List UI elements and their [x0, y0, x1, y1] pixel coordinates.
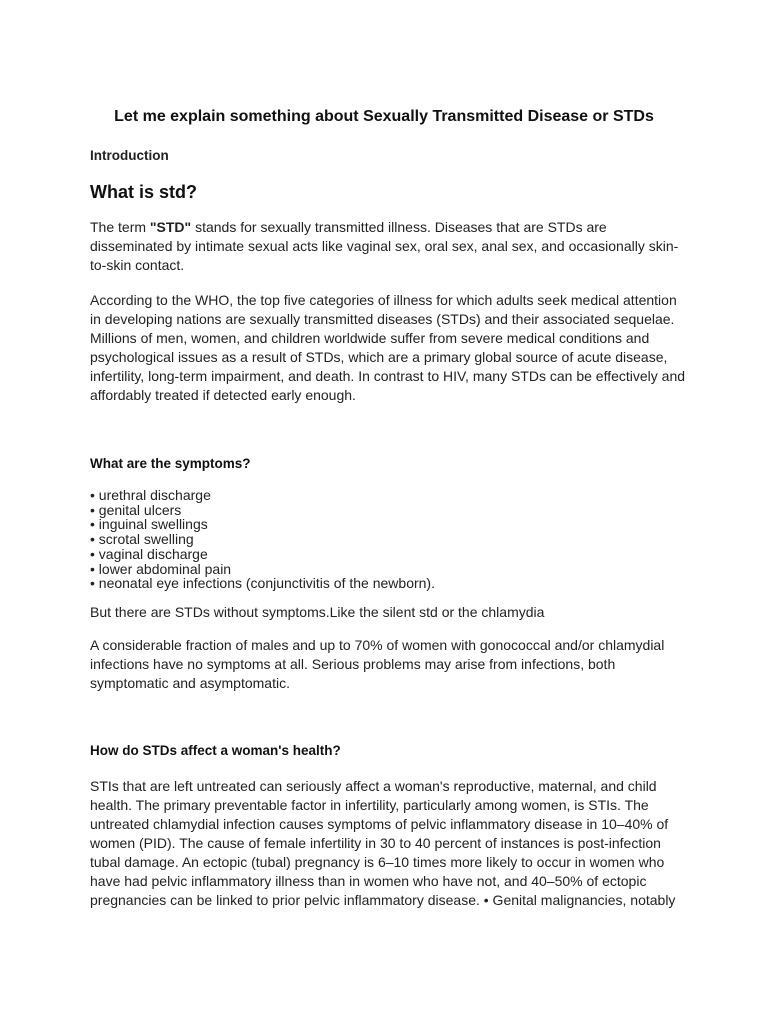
paragraph-definition — [90, 218, 690, 275]
list-item: • neonatal eye infections (conjunctivitis of the newborn). — [90, 575, 435, 592]
list-item: • scrotal swelling — [90, 531, 194, 548]
list-item: • vaginal discharge — [90, 545, 208, 562]
list-item: • inguinal swellings — [90, 516, 208, 533]
paragraph-asymptomatic: A considerable fraction of males and up to 70% of women with gonococcal and/or chlamydial infections have no symptoms at all. Serious problems may arise from infections, both symptomatic and asymptomatic. — [90, 637, 665, 691]
list-item: • urethral discharge — [90, 487, 211, 503]
symptoms-list — [90, 488, 690, 591]
paragraph-silent-std: But there are STDs without symptoms.Like the silent std or the chlamydia — [90, 604, 545, 620]
heading-women-health: How do STDs affect a woman's health? — [90, 743, 341, 758]
paragraph-women-health: STIs that are left untreated can seriously affect a woman's reproductive, maternal, and child health. The primary preventable factor in infertility, particularly among women, is STIs. The untreated chlamydial infection causes symptoms of pelvic inflammatory disease in 10–40% of women (PID). The cause of female infertility in 30 to 40 percent of instances is post-infection tubal damage. An ectopic (tubal) pregnancy is 6–10 times more likely to occur in women who have had pelvic inflammatory illness than in women who have not, and 40–50% of ectopic pregnancies can be linked to prior pelvic inflammatory disease. • Genital malignancies, notably — [90, 778, 676, 908]
paragraph-who: According to the WHO, the top five categories of illness for which adults seek medical attention in developing nations are sexually transmitted diseases (STDs) and their associated sequelae. Millions of men, women, and children worldwide suffer from severe medical conditions and psychological issues as a result of STDs, which are a primary global source of acute disease, infertility, long-term impairment, and death. In contrast to HIV, many STDs can be effectively and affordably treated if detected early enough. — [90, 292, 686, 403]
definition-suffix: stands for sexually transmitted illness. Diseases that are STDs are disseminated by intimate sexual acts like vaginal sex, oral sex, anal sex, and occasionally skin-to-skin contact. — [90, 219, 679, 273]
definition-prefix: The term — [90, 219, 150, 235]
definition-term: "STD" — [149, 219, 192, 235]
heading-what-is-std: What is std? — [90, 182, 197, 202]
document-title: Let me explain something about Sexually Transmitted Disease or STDs — [114, 108, 654, 125]
heading-symptoms: What are the symptoms? — [90, 456, 251, 471]
intro-label: Introduction — [90, 148, 169, 163]
list-item: • lower abdominal pain — [90, 560, 232, 577]
list-item: • genital ulcers — [90, 501, 182, 518]
